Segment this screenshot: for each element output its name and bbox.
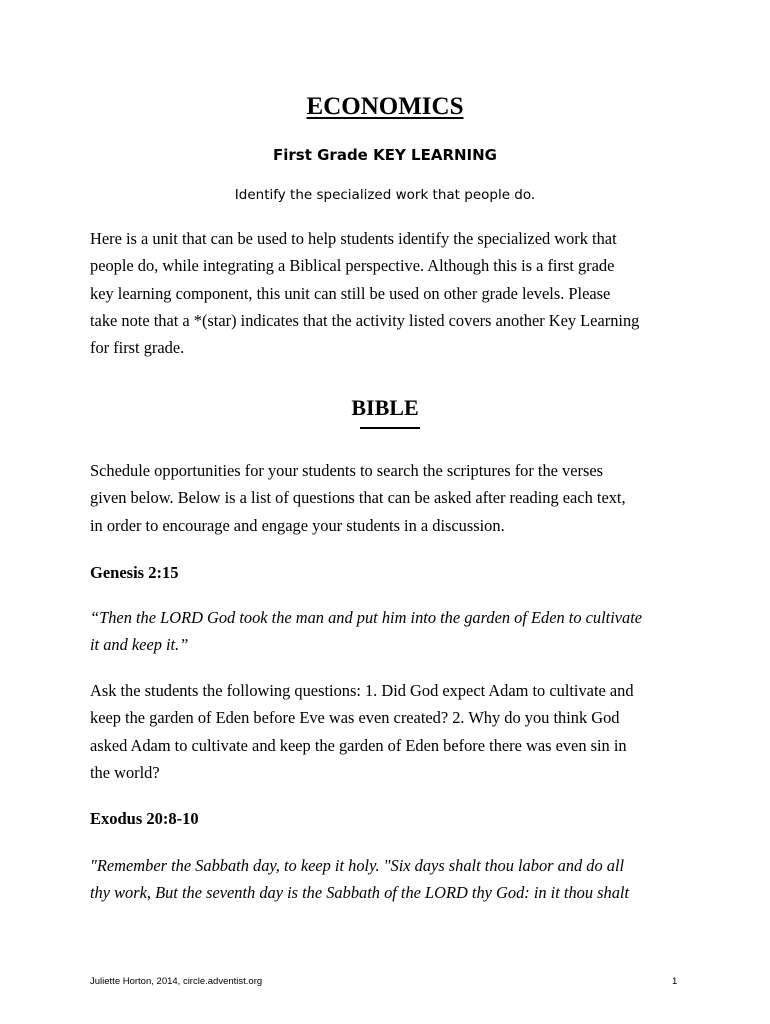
learning-goal: Identify the specialized work that people do. — [234, 187, 536, 203]
schedule-line: in order to encourage and engage your students in a discussion. — [90, 515, 505, 535]
quote-line: it and keep it.” — [90, 635, 189, 655]
schedule-line: Schedule opportunities for your students to search the scriptures for the verses — [90, 461, 603, 480]
verse-quote-genesis — [90, 604, 700, 659]
verse-reference-exodus: Exodus 20:8-10 — [90, 809, 199, 828]
section-heading-underline — [360, 427, 420, 429]
verse-quote-exodus — [90, 852, 700, 907]
intro-paragraph — [90, 225, 700, 361]
intro-line: take note that a *(star) indicates that the activity listed covers another Key Learning — [90, 310, 640, 330]
schedule-line: given below. Below is a list of questions that can be asked after reading each text, — [90, 488, 626, 508]
questions-line: the world? — [90, 762, 160, 782]
page-title: ECONOMICS — [306, 93, 464, 120]
intro-line: Here is a unit that can be used to help students identify the specialized work that — [90, 229, 617, 248]
schedule-paragraph — [90, 457, 700, 539]
page-number: 1 — [672, 976, 678, 987]
intro-line: for first grade. — [90, 338, 185, 358]
questions-line: asked Adam to cultivate and keep the garden of Eden before there was even sin in — [90, 735, 627, 755]
footer-credit: Juliette Horton, 2014, circle.adventist.org — [90, 976, 263, 987]
intro-line: people do, while integrating a Biblical perspective. Although this is a first grade — [90, 256, 615, 276]
quote-line: "Remember the Sabbath day, to keep it holy. "Six days shalt thou labor and do all — [90, 856, 625, 875]
discussion-questions-paragraph — [90, 677, 700, 786]
intro-line: key learning component, this unit can still be used on other grade levels. Please — [90, 283, 611, 303]
quote-line: thy work, But the seventh day is the Sabbath of the LORD thy God: in it thou shalt — [90, 883, 630, 903]
quote-line: “Then the LORD God took the man and put him into the garden of Eden to cultivate — [90, 608, 643, 627]
questions-line: keep the garden of Eden before Eve was even created? 2. Why do you think God — [90, 708, 620, 728]
verse-reference-genesis: Genesis 2:15 — [90, 563, 179, 582]
questions-line: Ask the students the following questions: 1. Did God expect Adam to cultivate and — [90, 681, 634, 700]
grade-key-learning-subtitle: First Grade KEY LEARNING — [273, 146, 497, 164]
section-heading-bible: BIBLE — [351, 395, 419, 420]
